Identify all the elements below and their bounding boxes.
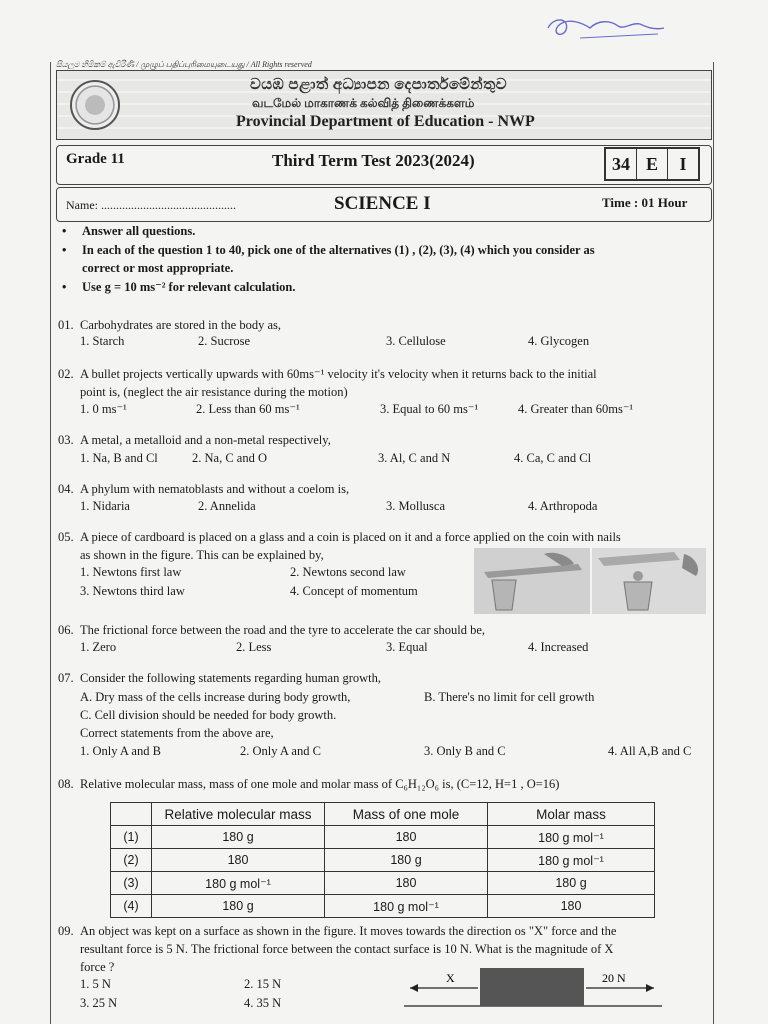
question-9-cont2: force ? bbox=[80, 960, 115, 974]
table-cell: 180 g mol⁻¹ bbox=[488, 849, 655, 872]
q5-option-2[interactable]: 2. Newtons second law bbox=[290, 565, 406, 579]
table-row[interactable] bbox=[111, 895, 655, 918]
table-header: Molar mass bbox=[488, 803, 655, 826]
question-8: 08. Relative molecular mass, mass of one mole and molar mass of C₆H₁₂O₆ is, (C=12, H=1 , O=16) bbox=[58, 777, 560, 791]
table-cell: 180 g bbox=[488, 872, 655, 895]
time-label: Time : 01 Hour bbox=[602, 195, 688, 210]
table-cell: 180 g mol⁻¹ bbox=[152, 872, 325, 895]
q1-option-4[interactable]: 4. Glycogen bbox=[528, 334, 590, 348]
instruction-2-cont: correct or most appropriate. bbox=[82, 261, 234, 275]
figure-coin-cardboard bbox=[474, 548, 706, 614]
question-2: 02. A bullet projects vertically upwards with 60ms⁻¹ velocity it's velocity when it returns back to the initial bbox=[58, 367, 597, 381]
q3-option-1[interactable]: 1. Na, B and Cl bbox=[80, 451, 158, 465]
q4-option-4[interactable]: 4. Arthropoda bbox=[528, 499, 598, 513]
table-cell: 180 g bbox=[152, 895, 325, 918]
question-9-cont: resultant force is 5 N. The frictional force between the contact surface is 10 N. What is the magnitude of X bbox=[80, 942, 614, 956]
force-20n-arrowhead bbox=[646, 984, 654, 992]
q5-option-1[interactable]: 1. Newtons first law bbox=[80, 565, 182, 579]
q7-lead: Correct statements from the above are, bbox=[80, 726, 274, 740]
force-x-label: X bbox=[446, 971, 455, 985]
table-header-row bbox=[111, 803, 655, 826]
paper-code-part: I bbox=[679, 154, 687, 174]
q6-option-4[interactable]: 4. Increased bbox=[528, 640, 589, 654]
rights-line: සියලුම හිමිකම් ඇවිරිණි / முழுப் பதிப்புரிமையுடையது / All Rights reserved bbox=[56, 60, 312, 69]
paper-code-medium: E bbox=[637, 149, 668, 179]
q4-option-2[interactable]: 2. Annelida bbox=[198, 499, 256, 513]
q6-option-1[interactable]: 1. Zero bbox=[80, 640, 117, 654]
name-field[interactable]: Name: ............................................. bbox=[66, 198, 236, 212]
q5-option-3[interactable]: 3. Newtons third law bbox=[80, 584, 185, 598]
instruction-2: • In each of the question 1 to 40, pick one of the alternatives (1) , (2), (3), (4) which you consider as bbox=[62, 243, 595, 257]
emblem-icon bbox=[70, 80, 120, 130]
table-cell: 180 g bbox=[325, 849, 488, 872]
q9-option-4[interactable]: 4. 35 N bbox=[244, 996, 282, 1010]
table-cell: 180 g mol⁻¹ bbox=[325, 895, 488, 918]
department-tamil: வடமேல் மாகாணக் கல்வித் திணைக்களம் bbox=[252, 96, 475, 110]
table-cell: 180 bbox=[488, 895, 655, 918]
q2-option-1[interactable]: 1. 0 ms⁻¹ bbox=[80, 402, 127, 416]
table-cell: (3) bbox=[111, 872, 152, 895]
question-1: 01. Carbohydrates are stored in the body as, bbox=[58, 318, 281, 332]
instruction-3: • Use g = 10 ms⁻² for relevant calculation. bbox=[62, 280, 296, 294]
q4-option-3[interactable]: 3. Mollusca bbox=[386, 499, 446, 513]
q1-option-3[interactable]: 3. Cellulose bbox=[386, 334, 446, 348]
molar-mass-table bbox=[110, 802, 655, 918]
q2-option-4[interactable]: 4. Greater than 60ms⁻¹ bbox=[518, 402, 634, 416]
q5-option-4[interactable]: 4. Concept of momentum bbox=[290, 584, 418, 598]
question-9: 09. An object was kept on a surface as shown in the figure. It moves towards the direction os "X" force and the bbox=[58, 924, 617, 938]
paper-code-number: 34 bbox=[606, 149, 637, 179]
q2-option-2[interactable]: 2. Less than 60 ms⁻¹ bbox=[196, 402, 300, 416]
q2-option-3[interactable]: 3. Equal to 60 ms⁻¹ bbox=[380, 402, 479, 416]
q7-option-4[interactable]: 4. All A,B and C bbox=[608, 744, 692, 758]
table-row[interactable] bbox=[111, 826, 655, 849]
q7-option-1[interactable]: 1. Only A and B bbox=[80, 744, 161, 758]
table-cell: 180 bbox=[325, 872, 488, 895]
table-cell: (4) bbox=[111, 895, 152, 918]
q3-option-3[interactable]: 3. Al, C and N bbox=[378, 451, 451, 465]
question-3: 03. A metal, a metalloid and a non-metal respectively, bbox=[58, 433, 331, 447]
q1-option-2[interactable]: 2. Sucrose bbox=[198, 334, 251, 348]
question-7: 07. Consider the following statements regarding human growth, bbox=[58, 671, 381, 685]
signature bbox=[540, 8, 670, 48]
figure-block-forces bbox=[404, 964, 662, 1010]
q9-option-2[interactable]: 2. 15 N bbox=[244, 977, 282, 991]
subject-title: SCIENCE I bbox=[334, 193, 431, 214]
q9-option-1[interactable]: 1. 5 N bbox=[80, 977, 111, 991]
q7-option-2[interactable]: 2. Only A and C bbox=[240, 744, 321, 758]
table-header bbox=[111, 803, 152, 826]
q3-option-2[interactable]: 2. Na, C and O bbox=[192, 451, 267, 465]
exam-title: Third Term Test 2023(2024) bbox=[272, 151, 475, 170]
table-cell: 180 g bbox=[152, 826, 325, 849]
table-header: Mass of one mole bbox=[325, 803, 488, 826]
q6-option-2[interactable]: 2. Less bbox=[236, 640, 272, 654]
table-cell: (1) bbox=[111, 826, 152, 849]
q7-option-3[interactable]: 3. Only B and C bbox=[424, 744, 506, 758]
table-header: Relative molecular mass bbox=[152, 803, 325, 826]
question-5: 05. A piece of cardboard is placed on a glass and a coin is placed on it and a force applied on the coin with nails bbox=[58, 530, 621, 544]
question-4: 04. A phylum with nematoblasts and without a coelom is, bbox=[58, 482, 350, 496]
question-6: 06. The frictional force between the road and the tyre to accelerate the car should be, bbox=[58, 623, 486, 637]
block bbox=[480, 968, 584, 1006]
force-x-arrowhead bbox=[410, 984, 418, 992]
q1-option-1[interactable]: 1. Starch bbox=[80, 334, 125, 348]
q4-option-1[interactable]: 1. Nidaria bbox=[80, 499, 130, 513]
grade-label: Grade 11 bbox=[66, 151, 125, 167]
table-cell: 180 bbox=[152, 849, 325, 872]
table-cell: (2) bbox=[111, 849, 152, 872]
instruction-1: • Answer all questions. bbox=[62, 224, 196, 238]
question-2-cont: point is, (neglect the air resistance during the motion) bbox=[80, 385, 348, 399]
paper-code bbox=[604, 147, 700, 181]
q3-option-4[interactable]: 4. Ca, C and Cl bbox=[514, 451, 592, 465]
department-english: Provincial Department of Education - NWP bbox=[236, 113, 535, 130]
table-row[interactable] bbox=[111, 849, 655, 872]
question-5-cont: as shown in the figure. This can be explained by, bbox=[80, 548, 324, 562]
q7-statement-c: C. Cell division should be needed for body growth. bbox=[80, 708, 337, 722]
table-cell: 180 bbox=[325, 826, 488, 849]
q7-statement-b: B. There's no limit for cell growth bbox=[424, 690, 595, 704]
q7-statement-a: A. Dry mass of the cells increase during body growth, bbox=[80, 690, 351, 704]
table-cell: 180 g mol⁻¹ bbox=[488, 826, 655, 849]
force-20n-label: 20 N bbox=[602, 971, 626, 985]
q6-option-3[interactable]: 3. Equal bbox=[386, 640, 428, 654]
department-sinhala: වයඹ පළාත් අධ්‍යාපන දෙපාර්තමේන්තුව bbox=[250, 77, 508, 93]
q9-option-3[interactable]: 3. 25 N bbox=[80, 996, 118, 1010]
table-row[interactable] bbox=[111, 872, 655, 895]
